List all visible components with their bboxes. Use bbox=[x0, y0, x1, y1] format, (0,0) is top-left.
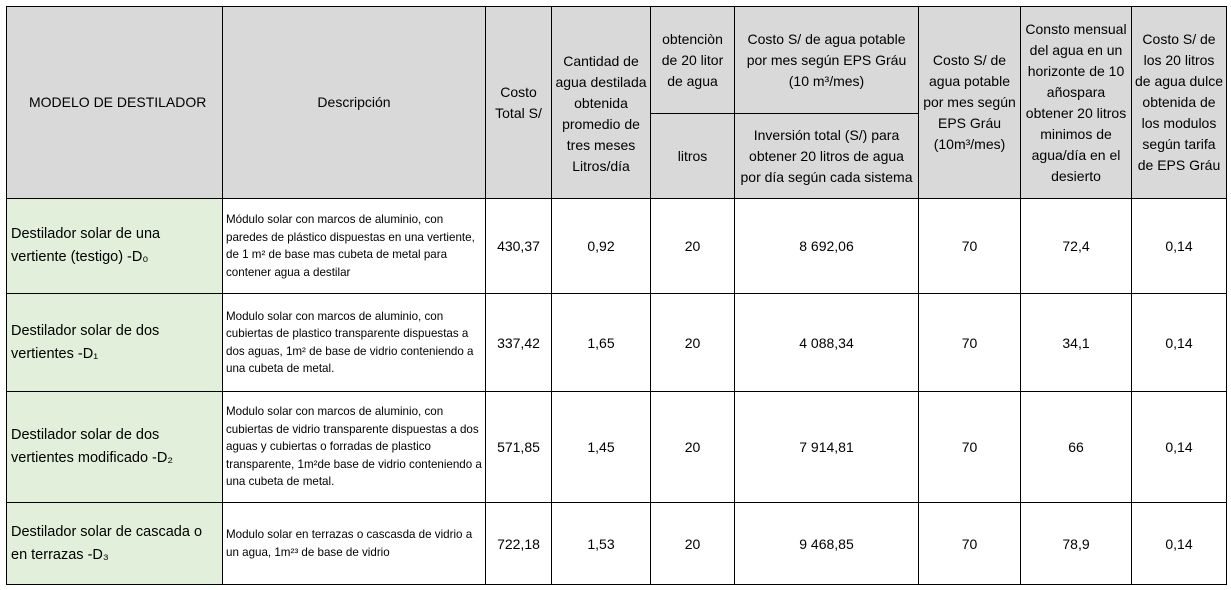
header-monthly: Consto mensual del agua en un horizonte de 10 añospara obtener 20 litros minimos de agua/día en el desierto bbox=[1021, 7, 1132, 199]
row-description: Módulo solar con marcos de aluminio, con paredes de plástico dispuestas en una vertiente, de 1 m² de base mas cubeta de metal para contener agua a destilar bbox=[223, 199, 486, 294]
row-model: Destilador solar de dos vertientes modificado -D₂ bbox=[7, 392, 223, 503]
row-obtain: 20 bbox=[651, 199, 735, 294]
header-quantity bbox=[552, 7, 651, 114]
row-cost20: 0,14 bbox=[1132, 503, 1227, 585]
row-cost: 722,18 bbox=[486, 503, 552, 585]
row-model: Destilador solar de una vertiente (testigo) -D₀ bbox=[7, 199, 223, 294]
table-row bbox=[7, 392, 1227, 503]
row-cost20: 0,14 bbox=[1132, 294, 1227, 392]
row-investment: 4 088,34 bbox=[735, 294, 919, 392]
row-investment: 8 692,06 bbox=[735, 199, 919, 294]
row-liters: 1,65 bbox=[552, 294, 651, 392]
row-cost: 571,85 bbox=[486, 392, 552, 503]
row-eps: 70 bbox=[919, 294, 1021, 392]
table-row bbox=[7, 503, 1227, 585]
header-investment: Inversión total (S/) para obtener 20 litros de agua por día según cada sistema bbox=[735, 114, 919, 199]
row-monthly: 72,4 bbox=[1021, 199, 1132, 294]
header-cost-eps: Costo S/ de agua potable por mes según EPS Gráu (10m³/mes) bbox=[919, 7, 1021, 199]
header-obtain-sub: litros bbox=[651, 114, 735, 199]
header-quantity-sub: promedio de tres meses Litros/día bbox=[552, 114, 651, 199]
row-cost: 430,37 bbox=[486, 199, 552, 294]
row-liters: 1,53 bbox=[552, 503, 651, 585]
row-cost20: 0,14 bbox=[1132, 199, 1227, 294]
row-monthly: 66 bbox=[1021, 392, 1132, 503]
distiller-cost-table bbox=[6, 6, 1227, 585]
row-eps: 70 bbox=[919, 199, 1021, 294]
header-cost-20: Costo S/ de los 20 litros de agua dulce obtenida de los modulos según tarifa de EPS Gráu bbox=[1132, 7, 1227, 199]
row-eps: 70 bbox=[919, 503, 1021, 585]
row-liters: 0,92 bbox=[552, 199, 651, 294]
row-investment: 9 468,85 bbox=[735, 503, 919, 585]
row-liters: 1,45 bbox=[552, 392, 651, 503]
row-cost: 337,42 bbox=[486, 294, 552, 392]
row-cost20: 0,14 bbox=[1132, 392, 1227, 503]
table-row bbox=[7, 199, 1227, 294]
row-monthly: 34,1 bbox=[1021, 294, 1132, 392]
row-eps: 70 bbox=[919, 392, 1021, 503]
header-quantity-text: Cantidad de agua destilada obtenida bbox=[555, 52, 647, 111]
row-description: Modulo solar con marcos de aluminio, con cubiertas de plastico transparente dispuestas a dos aguas, 1m² de base de vidrio conteniendo a una cubeta de metal. bbox=[223, 294, 486, 392]
row-investment: 7 914,81 bbox=[735, 392, 919, 503]
row-description: Modulo solar en terrazas o cascasda de vidrio a un agua, 1m²³ de base de vidrio bbox=[223, 503, 486, 585]
row-monthly: 78,9 bbox=[1021, 503, 1132, 585]
row-model: Destilador solar de cascada o en terrazas -D₃ bbox=[7, 503, 223, 585]
row-model: Destilador solar de dos vertientes -D₁ bbox=[7, 294, 223, 392]
row-obtain: 20 bbox=[651, 392, 735, 503]
header-model: MODELO DE DESTILADOR bbox=[7, 7, 223, 199]
row-obtain: 20 bbox=[651, 294, 735, 392]
header-obtain: obtenciòn de 20 litor de agua bbox=[651, 7, 735, 114]
table-row bbox=[7, 294, 1227, 392]
header-cost-water: Costo S/ de agua potable por mes según EPS Gráu (10 m³/mes) bbox=[735, 7, 919, 114]
header-cost-total: Costo Total S/ bbox=[486, 7, 552, 199]
header-description: Descripción bbox=[223, 7, 486, 199]
row-obtain: 20 bbox=[651, 503, 735, 585]
row-description: Modulo solar con marcos de aluminio, con cubiertas de vidrio transparente dispuestas a dos aguas y cubiertas o forradas de plastico transparente, 1m²de base de vidrio conteniendo a una cubeta de metal. bbox=[223, 392, 486, 503]
